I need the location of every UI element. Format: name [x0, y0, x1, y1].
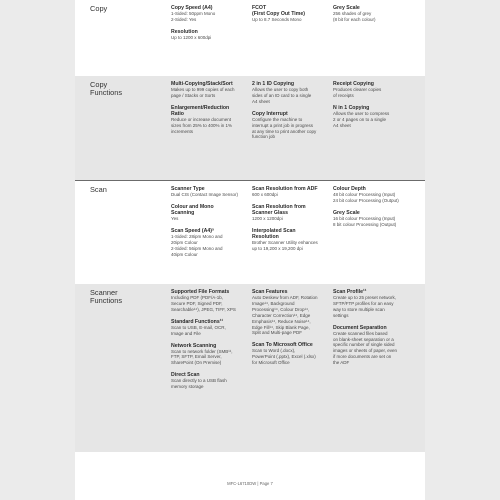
- spec-item: [171, 186, 249, 198]
- spec-body-line: A4 sheet: [333, 122, 351, 128]
- spec-body-line: Produces clearer copies: [333, 87, 382, 92]
- spec-body-line: Split and Multi-page PDF: [252, 330, 303, 336]
- spec-body-line: the ADF: [333, 360, 350, 366]
- spec-item-body: [171, 349, 249, 367]
- spec-column: [252, 81, 330, 146]
- spec-item-title: [252, 204, 330, 216]
- spec-title-line: Scan Speed (A4)⁵: [171, 227, 215, 234]
- page-footer: MFC-L6710DW | Page 7: [227, 481, 273, 486]
- spec-body-line: interrupt a print job in progress: [252, 122, 314, 128]
- spec-body-line: page / Stacks or Sorts: [171, 92, 216, 98]
- spec-body-line: Image and File: [171, 330, 201, 336]
- spec-item: [333, 289, 411, 319]
- spec-body-line: 1-Sided: 50ppm Mono: [171, 11, 216, 16]
- spec-body-line: Dual CIS (Contact Image Sensor): [171, 192, 239, 197]
- spec-body-line: Emphasis¹⁴, Reduce Noise¹⁴,: [252, 318, 311, 324]
- spec-body-line: A4 sheet: [252, 98, 270, 104]
- spec-title-line: Colour Depth: [333, 186, 366, 192]
- section-scanner-functions: [75, 284, 425, 452]
- spec-body-line: Auto Deskew from ADF, Rotation: [252, 295, 318, 300]
- section-title-line: Scan: [90, 185, 107, 194]
- spec-body-line: Create scanned files based: [333, 330, 388, 336]
- spec-body-line: Allows the user to compress: [333, 110, 390, 116]
- spec-body-line: 24 bit colour Processing (Output): [333, 197, 399, 203]
- spec-body-line: 256 shades of grey: [333, 11, 372, 16]
- spec-item-body: [252, 216, 330, 222]
- spec-body-line: sides of an ID card to a single: [252, 92, 312, 98]
- spec-column: [171, 186, 249, 263]
- spec-body-line: SharePoint (On Premise): [171, 360, 222, 366]
- spec-item: [252, 228, 330, 252]
- spec-body-line: function job: [252, 134, 276, 140]
- section-title: [90, 81, 165, 98]
- spec-title-line: Network Scanning: [171, 342, 217, 349]
- spec-column: [252, 289, 330, 372]
- spec-body-line: 16 bit colour Processing (Input): [333, 215, 396, 221]
- spec-item: [171, 372, 249, 390]
- spec-item-body: [333, 192, 411, 204]
- spec-item-body: [171, 216, 249, 222]
- spec-item-body: [333, 87, 411, 99]
- spec-title-line: Scanner Glass: [252, 209, 289, 216]
- spec-column: [252, 186, 330, 258]
- section-scan: [75, 180, 425, 285]
- section-title: [90, 5, 165, 13]
- spec-item-body: [252, 348, 330, 366]
- spec-column: [333, 5, 411, 29]
- spec-body-line: 1200 x 1200dpi: [252, 215, 283, 221]
- section-title-line: Functions: [90, 88, 123, 98]
- spec-body-line: Configure the machine to: [252, 116, 303, 122]
- spec-item-title: [252, 5, 330, 17]
- spec-body-line: Scan directly to a USB flash: [171, 378, 227, 384]
- spec-title-line: Ratio: [171, 110, 184, 117]
- spec-item-body: [171, 11, 249, 23]
- spec-item-body: [252, 240, 330, 252]
- spec-item: [171, 5, 249, 23]
- spec-title-line: Scanner Type: [171, 186, 205, 192]
- spec-item: [252, 5, 330, 23]
- spec-body-line: 2-Sided: 56ipm Mono and: [171, 245, 223, 251]
- spec-item: [171, 319, 249, 337]
- spec-body-line: Scan to USB, E-mail, OCR,: [171, 324, 226, 330]
- spec-body-line: at any time to print another copy: [252, 128, 317, 134]
- spec-item: [252, 289, 330, 336]
- section-title-line: Functions: [90, 296, 123, 306]
- spec-title-line: Scan Resolution from ADF: [252, 186, 318, 192]
- spec-item-body: [171, 117, 249, 135]
- spec-column: [171, 81, 249, 141]
- spec-item-title: [171, 204, 249, 216]
- spec-title-line: Scanning: [171, 209, 195, 216]
- spec-body-line: settings: [333, 312, 349, 318]
- spec-item-body: [171, 35, 249, 41]
- spec-body-line: if more documents are set on: [333, 354, 392, 360]
- spec-title-line: Enlargement/Reduction: [171, 104, 230, 111]
- spec-body-line: Image¹⁴, Background: [252, 300, 295, 306]
- section-title: [90, 186, 165, 194]
- spec-item: [171, 204, 249, 222]
- spec-item: [333, 105, 411, 129]
- spec-body-line: of receipts: [333, 92, 354, 98]
- spec-body-line: Up to 1200 x 600dpi: [171, 34, 212, 40]
- spec-body-line: 600 x 600dpi: [252, 192, 278, 197]
- spec-body-line: Processing¹⁴, Colour Drop¹⁴,: [252, 306, 310, 312]
- spec-item-body: [171, 234, 249, 258]
- spec-item-title: [171, 105, 249, 117]
- spec-item-body: [171, 192, 249, 198]
- spec-body-line: 2-Sided: Yes: [171, 16, 197, 22]
- spec-item: [333, 5, 411, 23]
- spec-body-line: Up to 8.7 Seconds Mono: [252, 17, 302, 22]
- spec-title-line: Scan To Microsoft Office: [252, 342, 313, 349]
- spec-item-body: [333, 11, 411, 23]
- spec-title-line: Copy Interrupt: [252, 110, 288, 117]
- spec-body-line: Including PDF (PDF/A-1b,: [171, 295, 224, 300]
- spec-item: [171, 29, 249, 41]
- spec-title-line: Grey Scale: [333, 5, 360, 11]
- spec-body-line: PowerPoint (.pptx), Excel (.xlsx): [252, 354, 316, 360]
- spec-item-body: [252, 117, 330, 141]
- spec-title-line: N in 1 Copying: [333, 104, 370, 111]
- spec-item: [252, 204, 330, 222]
- spec-item-body: [333, 295, 411, 319]
- spec-item-body: [252, 87, 330, 105]
- spec-item-body: [171, 378, 249, 390]
- spec-title-line: (First Copy Out Time): [252, 11, 305, 17]
- spec-column: [171, 289, 249, 396]
- spec-title-line: 2 in 1 ID Copying: [252, 81, 295, 87]
- spec-title-line: Standard Functions¹¹: [171, 318, 224, 325]
- spec-body-line: Scan to Word (.docx),: [252, 348, 296, 354]
- spec-item-title: [252, 228, 330, 240]
- spec-item-body: [171, 295, 249, 313]
- spec-body-line: 8 bit colour Processing (Output): [333, 221, 397, 227]
- spec-title-line: Document Separation: [333, 324, 387, 331]
- spec-body-line: images or sheets of paper, even: [333, 348, 398, 354]
- spec-item: [171, 343, 249, 367]
- spec-column: [333, 81, 411, 135]
- spec-item-body: [252, 192, 330, 198]
- spec-body-line: 2 or 4 pages on to a single: [333, 116, 387, 122]
- spec-body-line: on blank-sheet separation or a: [333, 336, 394, 342]
- spec-body-line: specific number of single sided: [333, 342, 395, 348]
- spec-body-line: Character Correction¹⁴, Edge: [252, 312, 311, 318]
- spec-title-line: FCOT: [252, 5, 267, 11]
- spec-item-body: [333, 216, 411, 228]
- spec-item: [333, 325, 411, 366]
- spec-body-line: Allows the user to copy both: [252, 87, 309, 92]
- spec-item: [171, 105, 249, 135]
- spec-title-line: Interpolated Scan: [252, 227, 296, 234]
- spec-body-line: 40ipm Colour: [171, 251, 198, 257]
- spec-title-line: Resolution: [171, 28, 198, 35]
- spec-column: [333, 186, 411, 234]
- spec-body-line: Secure PDF, Signed PDF,: [171, 300, 223, 306]
- spec-body-line: for Microsoft Office: [252, 360, 290, 366]
- spec-item: [252, 81, 330, 105]
- spec-body-line: 1-Sided: 28ipm Mono and: [171, 233, 223, 239]
- spec-column: [252, 5, 330, 29]
- spec-title-line: Scan Profile¹¹: [333, 289, 367, 295]
- spec-item-body: [252, 295, 330, 336]
- spec-title-line: Grey Scale: [333, 209, 360, 216]
- spec-body-line: (8 bit for each colour): [333, 16, 376, 22]
- spec-body-line: Create up to 25 preset network,: [333, 295, 397, 300]
- section-title-line: Copy: [90, 80, 108, 89]
- spec-title-line: Receipt Copying: [333, 81, 374, 87]
- spec-body-line: 48 bit colour Processing (Input): [333, 192, 396, 197]
- spec-title-line: Copy Speed (A4): [171, 5, 213, 11]
- spec-body-line: Searchable¹⁴), JPEG, TIFF, XPS: [171, 306, 236, 312]
- spec-body-line: Scan to network folder (SMB¹¹,: [171, 348, 233, 354]
- spec-title-line: Resolution: [252, 233, 279, 240]
- spec-item: [333, 81, 411, 99]
- section-title: [90, 289, 165, 306]
- spec-column: [171, 5, 249, 47]
- spec-item-body: [171, 87, 249, 99]
- section-copy-functions: [75, 76, 425, 180]
- spec-item-body: [333, 331, 411, 366]
- spec-item: [252, 111, 330, 141]
- spec-item-body: [333, 111, 411, 129]
- spec-item: [171, 289, 249, 313]
- section-title-line: Copy: [90, 4, 108, 13]
- spec-body-line: Edge Fill¹⁴, Skip Blank Page,: [252, 324, 310, 330]
- spec-item: [171, 228, 249, 258]
- spec-body-line: Brother Scanner Utility enhances: [252, 239, 318, 245]
- spec-title-line: Multi-Copying/Stack/Sort: [171, 81, 233, 87]
- spec-body-line: sizes from 25% to 400% in 1%: [171, 122, 233, 128]
- spec-body-line: FTP, SFTP, Email Server,: [171, 354, 222, 360]
- spec-item: [171, 81, 249, 99]
- spec-column: [333, 289, 411, 372]
- spec-page: [75, 0, 425, 500]
- spec-body-line: increments: [171, 128, 194, 134]
- spec-item: [333, 210, 411, 228]
- spec-body-line: Makes up to 999 copies of each: [171, 87, 235, 92]
- spec-body-line: 20ipm Colour: [171, 239, 198, 245]
- spec-body-line: Yes: [171, 215, 179, 221]
- spec-body-line: way to store multiple scan: [333, 306, 385, 312]
- spec-item-body: [252, 17, 330, 23]
- spec-title-line: Direct Scan: [171, 372, 200, 379]
- spec-body-line: Reduce or increase document: [171, 116, 232, 122]
- spec-item: [333, 186, 411, 204]
- section-copy: [75, 0, 425, 76]
- spec-title-line: Scan Features: [252, 289, 288, 295]
- spec-item-body: [171, 325, 249, 337]
- spec-body-line: up to 19,200 x 19,200 dpi: [252, 245, 303, 251]
- section-title-line: Scanner: [90, 288, 118, 297]
- spec-body-line: SFTP/FTP profiles for an easy: [333, 300, 394, 306]
- spec-item: [252, 342, 330, 366]
- spec-title-line: Scan Resolution from: [252, 203, 306, 210]
- spec-title-line: Colour and Mono: [171, 203, 214, 210]
- spec-body-line: memory storage: [171, 384, 204, 390]
- spec-item: [252, 186, 330, 198]
- spec-title-line: Supported File Formats: [171, 289, 230, 295]
